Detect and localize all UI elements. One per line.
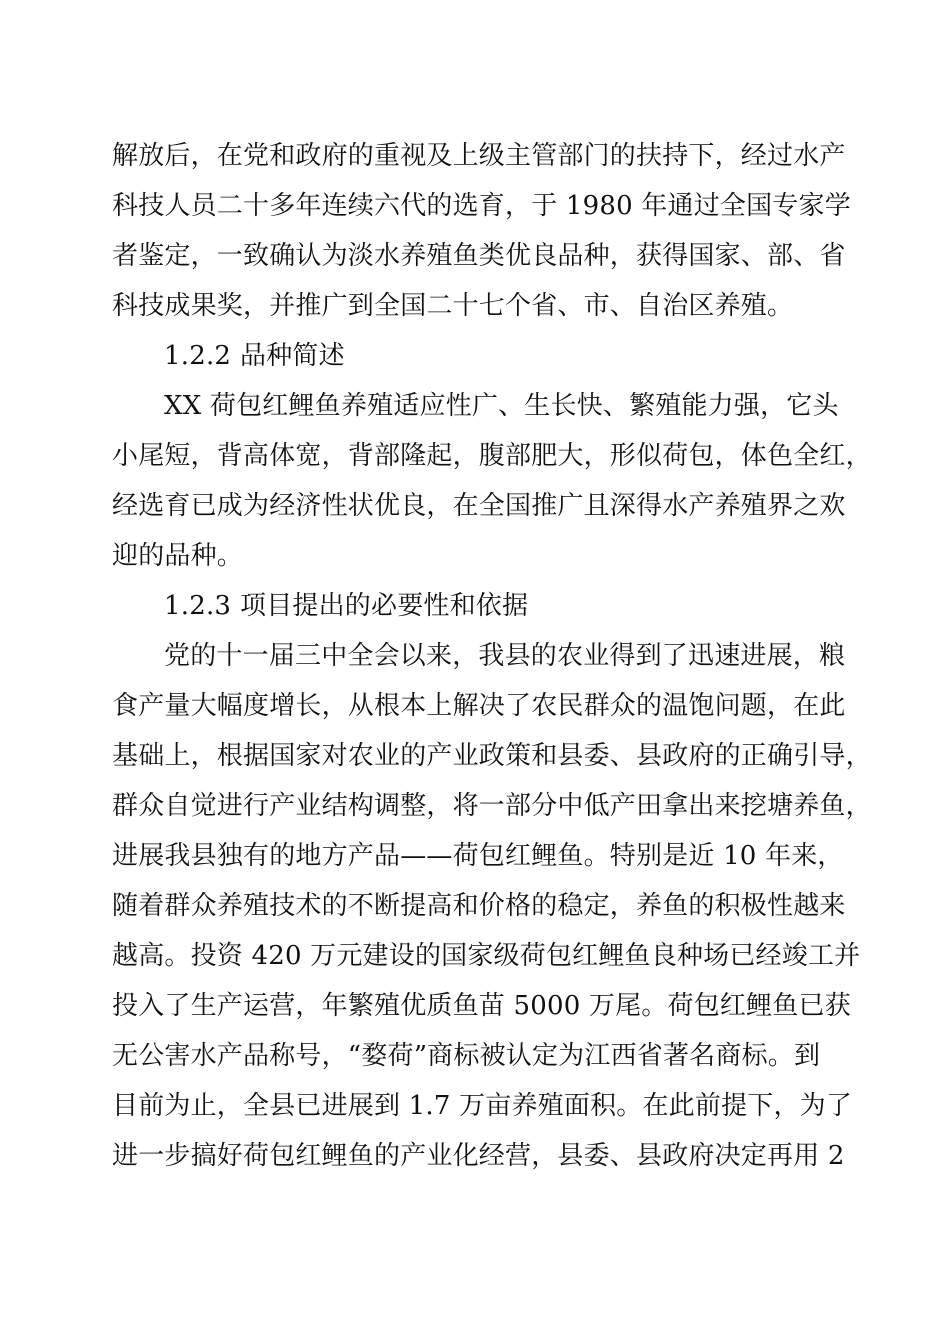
text-line: 小尾短，背高体宽，背部隆起，腹部肥大，形似荷包，体色全红， — [112, 441, 872, 471]
paragraph-project-rationale — [112, 631, 872, 1181]
text-line: 基础上，根据国家对农业的产业政策和县委、县政府的正确引导， — [112, 741, 872, 771]
text-line: 随着群众养殖技术的不断提高和价格的稳定，养鱼的积极性越来 — [112, 891, 846, 921]
text-line: 食产量大幅度增长，从根本上解决了农民群众的温饱问题，在此 — [112, 691, 846, 721]
document-page — [112, 131, 872, 1181]
text-line: 进一步搞好荷包红鲤鱼的产业化经营，县委、县政府决定再用 2 — [112, 1141, 845, 1171]
text-line: 群众自觉进行产业结构调整，将一部分中低产田拿出来挖塘养鱼， — [112, 791, 872, 821]
paragraph-variety-description — [112, 381, 872, 581]
section-heading-1-2-2 — [112, 331, 842, 381]
text-line: 目前为止，全县已进展到 1.7 万亩养殖面积。在此前提下，为了 — [112, 1091, 853, 1121]
text-line: 解放后，在党和政府的重视及上级主管部门的扶持下，经过水产 — [112, 141, 846, 171]
section-title: 品种简述 — [240, 341, 345, 371]
section-number: 1.2.2 — [164, 341, 232, 371]
text-line: XX 荷包红鲤鱼养殖适应性广、生长快、繁殖能力强，它头 — [164, 391, 839, 421]
text-line: 科技成果奖，并推广到全国二十七个省、市、自治区养殖。 — [112, 291, 794, 321]
text-line: 进展我县独有的地方产品——荷包红鲤鱼。特别是近 10 年来， — [112, 841, 844, 871]
text-line: 越高。投资 420 万元建设的国家级荷包红鲤鱼良种场已经竣工并 — [112, 941, 861, 971]
paragraph-history — [112, 131, 851, 331]
text-line: 科技人员二十多年连续六代的选育，于 1980 年通过全国专家学 — [112, 191, 851, 221]
text-line: 经选育已成为经济性状优良，在全国推广且深得水产养殖界之欢 — [112, 491, 846, 521]
text-line: 迎的品种。 — [112, 541, 244, 571]
section-title: 项目提出的必要性和依据 — [240, 591, 529, 621]
text-line: 投入了生产运营，年繁殖优质鱼苗 5000 万尾。荷包红鲤鱼已获 — [112, 991, 851, 1021]
section-number: 1.2.3 — [164, 591, 232, 621]
text-line: 无公害水产品称号，“婺荷”商标被认定为江西省著名商标。到 — [112, 1041, 821, 1071]
section-heading-1-2-3 — [112, 581, 842, 631]
text-line: 党的十一届三中全会以来，我县的农业得到了迅速进展，粮 — [164, 641, 846, 671]
text-line: 者鉴定，一致确认为淡水养殖鱼类优良品种，获得国家、部、省 — [112, 241, 846, 271]
